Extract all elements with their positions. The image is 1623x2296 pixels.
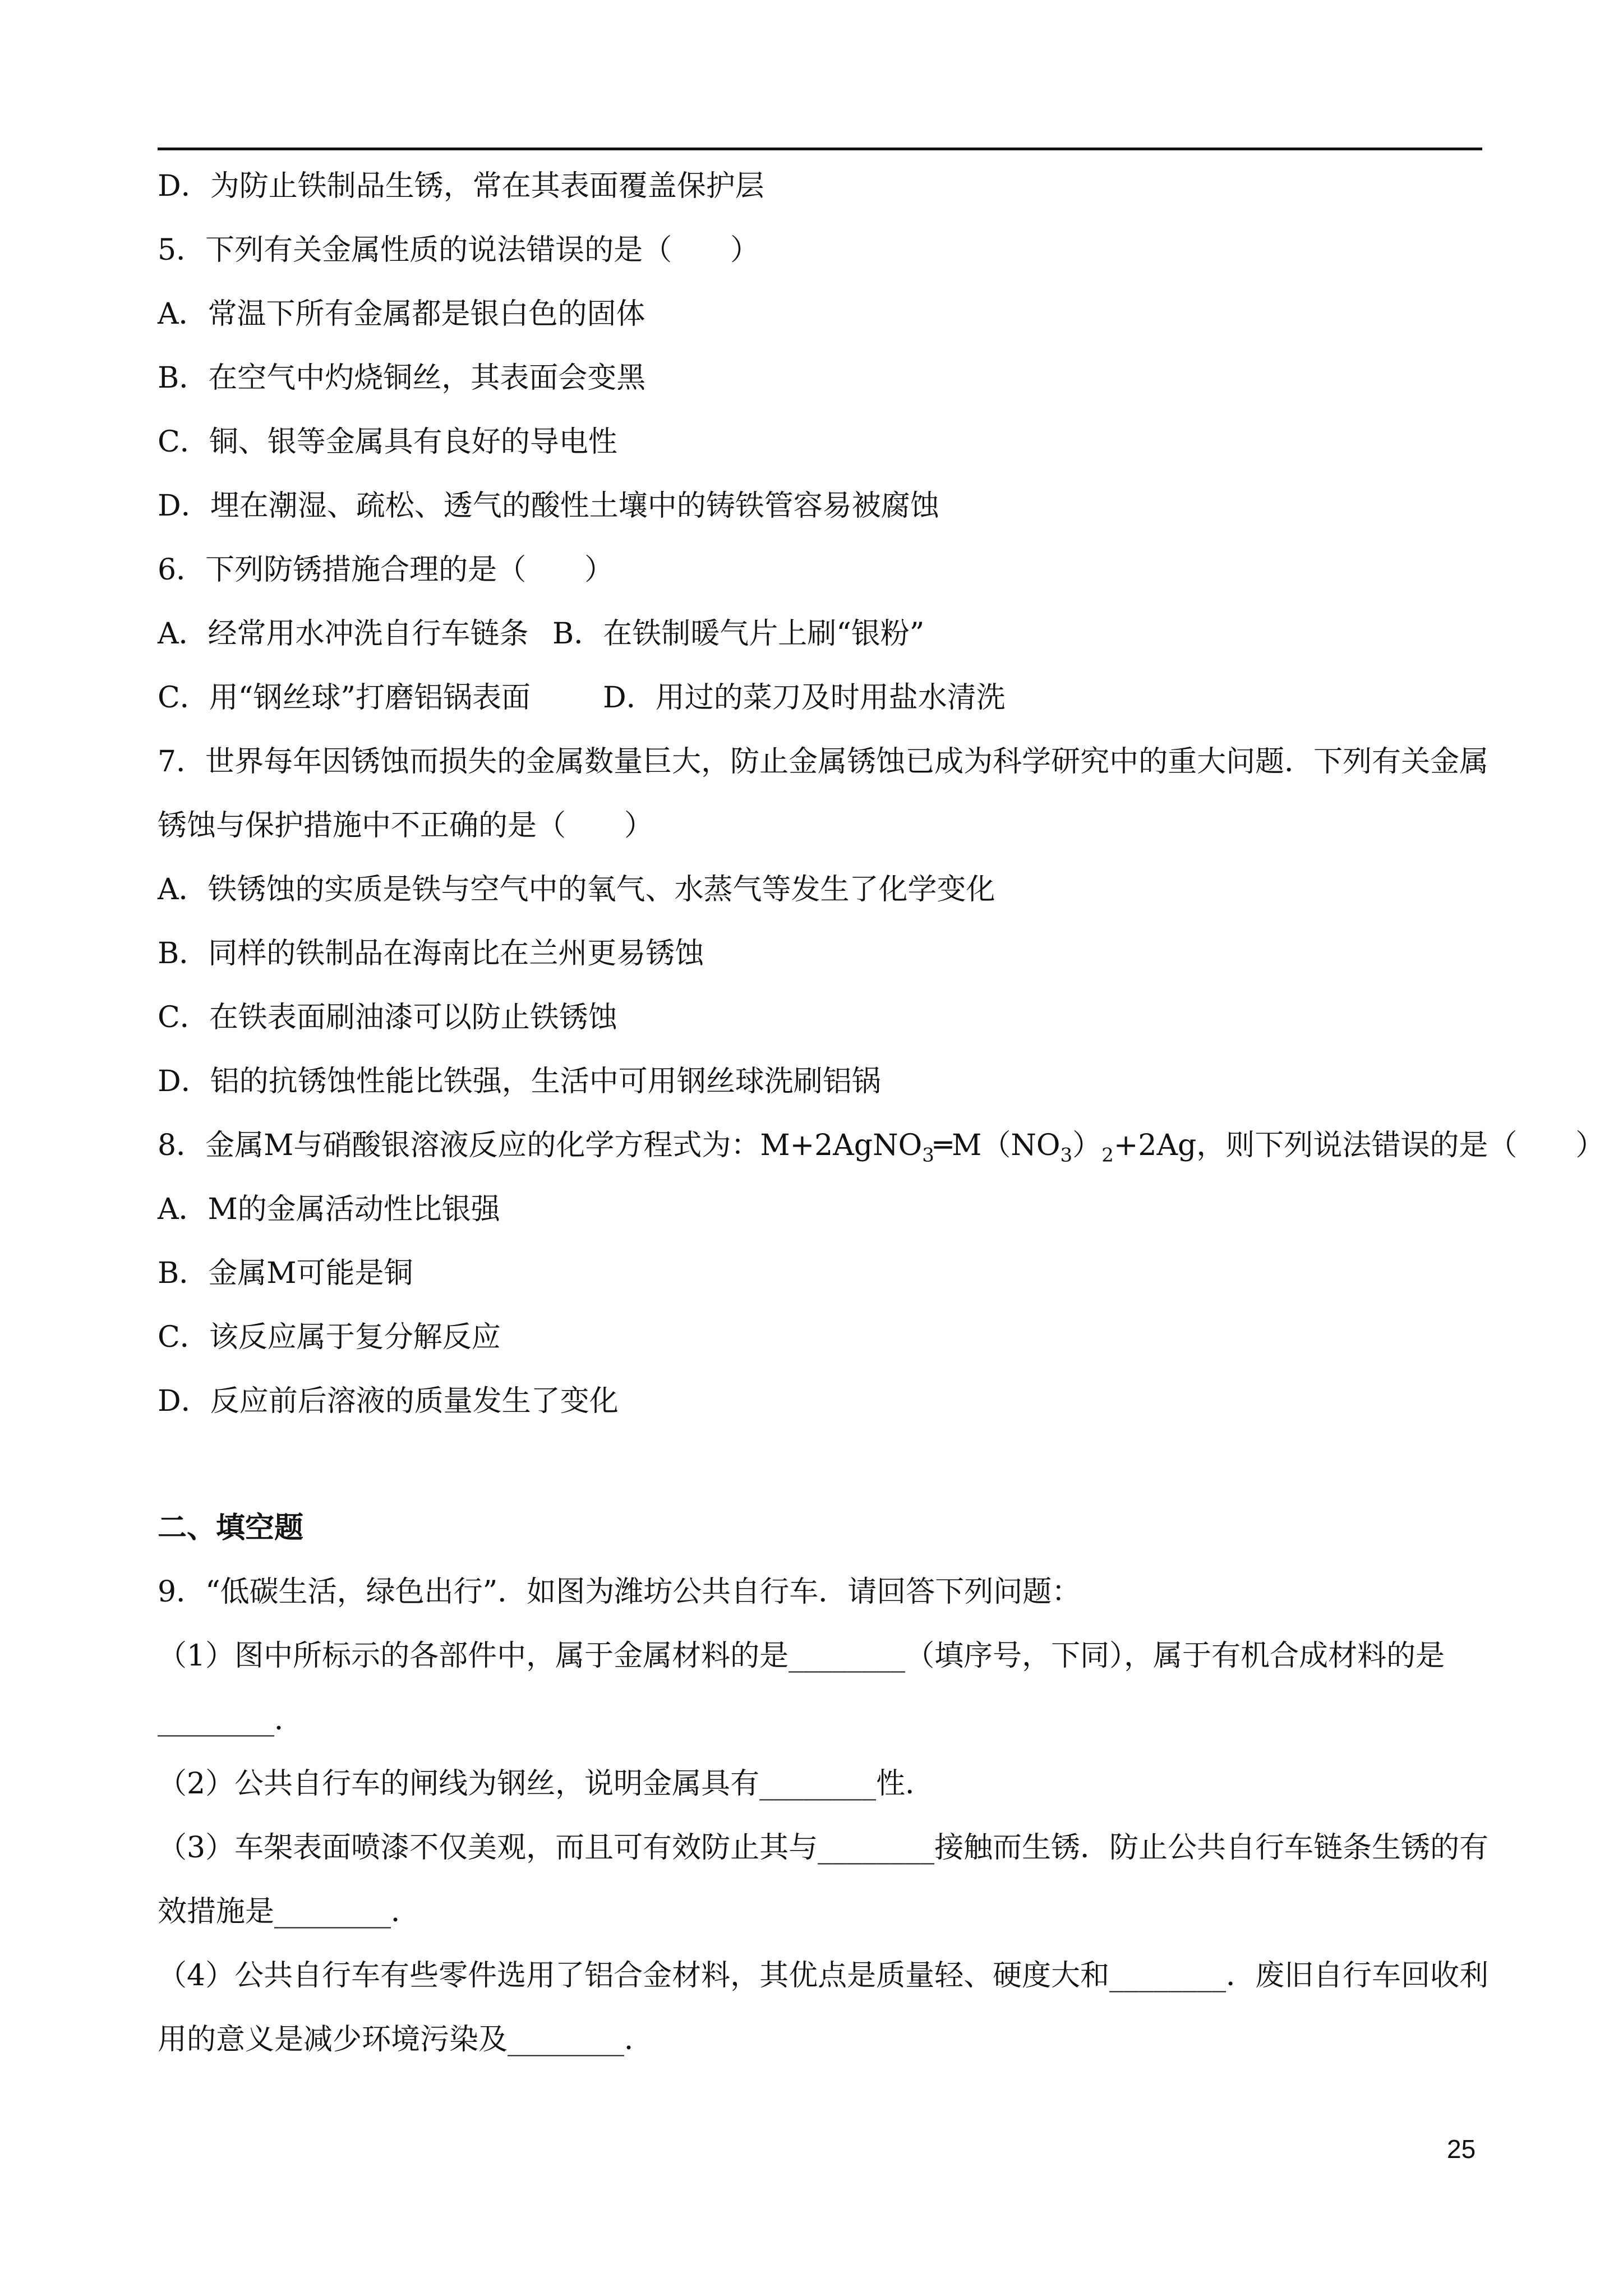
equation-product: ═M（NO [934, 1129, 1061, 1162]
question-4-option-d: D．为防止铁制品生锈，常在其表面覆盖保护层 [158, 169, 764, 203]
question-6-option-b: B．在铁制暖气片上刷“银粉” [552, 617, 925, 651]
question-8-stem [158, 1128, 1604, 1173]
question-8-text-end: +2Ag，则下列说法错误的是（ ） [1113, 1129, 1605, 1162]
question-7-option-d: D．铝的抗锈蚀性能比铁强，生活中可用钢丝球洗刷铝锅 [158, 1065, 881, 1098]
subscript-3: 3 [922, 1144, 934, 1167]
question-7-option-c: C．在铁表面刷油漆可以防止铁锈蚀 [158, 1001, 617, 1034]
question-8-option-c: C．该反应属于复分解反应 [158, 1320, 501, 1354]
question-7-stem-line-1: 7．世界每年因锈蚀而损失的金属数量巨大，防止金属锈蚀已成为科学研究中的重大问题．下列有关金属 [158, 745, 1489, 779]
subscript-3: 3 [1060, 1144, 1073, 1167]
question-8-option-b: B．金属M可能是铜 [158, 1257, 413, 1290]
question-9-part-1-line-2: ________． [158, 1703, 304, 1737]
question-7-stem-line-2: 锈蚀与保护措施中不正确的是（ ） [158, 809, 654, 843]
question-6-stem: 6．下列防锈措施合理的是（ ） [158, 553, 614, 587]
page-number: 25 [1447, 2134, 1476, 2164]
section-heading-fill-in: 二、填空题 [158, 1511, 304, 1545]
question-5-option-c: C．铜、银等金属具有良好的导电性 [158, 425, 617, 459]
question-8-text-start: 8．金属M与硝酸银溶液反应的化学方程式为：M+2AgNO [158, 1129, 923, 1162]
question-7-option-a: A．铁锈蚀的实质是铁与空气中的氧气、水蒸气等发生了化学变化 [158, 873, 995, 907]
question-5-option-d: D．埋在潮湿、疏松、透气的酸性土壤中的铸铁管容易被腐蚀 [158, 489, 939, 523]
question-9-part-2: （2）公共自行车的闸线为钢丝，说明金属具有________性． [158, 1767, 935, 1801]
question-6-option-a: A．经常用水冲洗自行车链条 [158, 617, 529, 651]
question-5-option-b: B．在空气中灼烧铜丝，其表面会变黑 [158, 361, 646, 395]
question-9-part-1-line-1: （1）图中所标示的各部件中，属于金属材料的是________（填序号，下同），属于有机合成材料的是 [158, 1639, 1445, 1673]
question-9-stem: 9．“低碳生活，绿色出行”．如图为潍坊公共自行车．请回答下列问题： [158, 1575, 1081, 1609]
subscript-2: 2 [1101, 1144, 1114, 1167]
question-8-option-a: A．M的金属活动性比银强 [158, 1193, 500, 1226]
question-6-option-c: C．用“钢丝球”打磨铝锅表面 [158, 681, 531, 715]
header-rule [158, 148, 1482, 150]
question-9-part-4-line-2: 用的意义是减少环境污染及________． [158, 2023, 654, 2056]
question-5-option-a: A．常温下所有金属都是银白色的固体 [158, 297, 645, 331]
question-5-stem: 5．下列有关金属性质的说法错误的是（ ） [158, 233, 760, 267]
question-8-option-d: D．反应前后溶液的质量发生了变化 [158, 1384, 619, 1418]
question-9-part-3-line-2: 效措施是________． [158, 1895, 421, 1929]
closing-bracket: ） [1072, 1129, 1102, 1162]
question-6-option-d: D．用过的菜刀及时用盐水清洗 [603, 681, 1006, 715]
question-9-part-3-line-1: （3）车架表面喷漆不仅美观，而且可有效防止其与________接触而生锈．防止公共自行车链条生锈的有 [158, 1831, 1489, 1865]
question-7-option-b: B．同样的铁制品在海南比在兰州更易锈蚀 [158, 937, 704, 970]
question-9-part-4-line-1: （4）公共自行车有些零件选用了铝合金材料，其优点是质量轻、硬度大和________．废旧自行车回收利 [158, 1959, 1489, 1993]
